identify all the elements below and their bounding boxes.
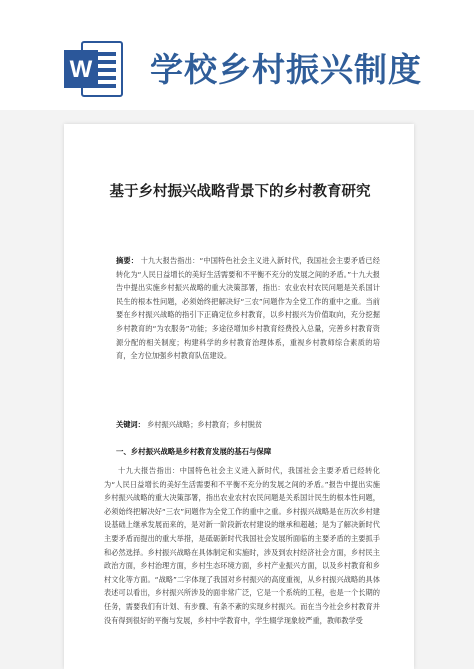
keywords xyxy=(116,420,380,430)
document-title: 基于乡村振兴战略背景下的乡村教育研究 xyxy=(109,183,371,200)
document-preview-area xyxy=(0,110,474,669)
keywords-text: 乡村振兴战略；乡村教育；乡村脱贫 xyxy=(147,420,263,429)
abstract-label: 摘要： xyxy=(116,256,139,265)
word-document-icon xyxy=(62,38,124,100)
banner xyxy=(0,0,474,110)
abstract-text: 十九大报告指出：“中国特色社会主义进入新时代，我国社会主要矛盾已经转化为“人民日益增长的美好生活需要和不平衡不充分的发展之间的矛盾。”十九大报告中提出实施乡村振兴战略的重大决策部署，指出：农业农村农民问题是关系国计民生的根本性问题，必须始终把解决好“三农”问题作为全党工作的重中之重。当前要在乡村振兴战略的指引下正确定位乡村教育，以乡村振兴为价值取向，充分挖掘乡村教育的“为农服务”功能；多途径增加乡村教育经费投入总量，完善乡村教育资源分配的相关制度；构建科学的乡村教育治理体系，重视乡村教师综合素质的培育，全方位加强乡村教育队伍建设。 xyxy=(116,256,380,361)
document-page xyxy=(64,124,414,669)
section-heading: 一、乡村振兴战略是乡村教育发展的基石与保障 xyxy=(116,447,272,456)
banner-title: 学校乡村振兴制度 xyxy=(150,50,422,89)
word-icon-letter: W xyxy=(69,56,93,83)
keywords-label: 关键词： xyxy=(116,420,145,429)
section-body-text: 十九大报告指出：中国特色社会主义进入新时代，我国社会主要矛盾已经转化为“人民日益增长的美好生活需要和不平衡不充分的发展之间的矛盾。”报告中提出实施乡村振兴战略的重大决策部署，指出农业农村农民问题是关系国计民生的根本性问题，必须始终把解决好“三农”问题作为全党工作的重中之重。乡村振兴战略是在历次乡村建设基础上继承发展而来的，是对新一阶段新农村建设的继承和超越；是为了解决新时代主要矛盾而提出的重大举措，是砥砺新时代我国社会发展所面临的主要矛盾的主要抓手和必然选择。乡村振兴战略在具体制定和实施时，涉及到农村经济社会方面，乡村民主政治方面，乡村治理方面，乡村生态环境方面，乡村产业振兴方面，以及乡村教育和乡村文化等方面。“战略”二字体现了我国对乡村振兴的高度重视，从乡村振兴战略的具体表述可以看出，乡村振兴所涉及的面非常广泛，它是一个系统的工程，也是一个长期的任务，需要我们有计划、有步骤、有条不紊的实现乡村振兴。而在当今社会乡村教育并没有得到很好的平衡与发展，乡村中学教育中，学生辍学现象较严重，教师教学受 xyxy=(104,466,380,625)
abstract xyxy=(116,254,380,363)
